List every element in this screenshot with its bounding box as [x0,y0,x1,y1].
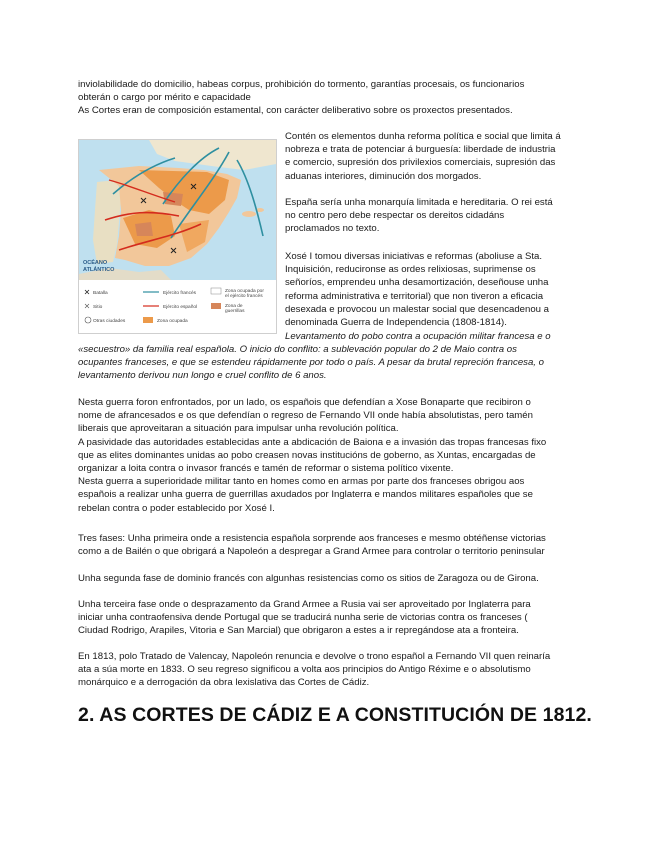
phase-one-paragraph [78,532,582,558]
text-line: inviolabilidade do domicilio, habeas corpus, prohibición do tormento, garantías procesais, os funcionarios [78,79,525,90]
text-line: españois a realizar unha guerra de guerrillas axudados por Inglaterra e mandos militares españoles que se [78,489,533,501]
war-paragraph [78,396,582,515]
text-line: Contén os elementos dunha reforma política e social que limita á [285,131,561,142]
text-line: A pasividade das autoridades establecidas ante a abdicación de Baiona e a invasión das tropas francesas fixo [78,436,547,448]
svg-text:Zona ocupada por: Zona ocupada por [225,289,264,294]
cortes-paragraph: As Cortes eran de composición estamental, con carácter deliberativo sobre os proxectos presentados. [78,105,513,116]
monarchy-paragraph [285,196,582,236]
svg-text:Otras ciudades: Otras ciudades [93,319,126,324]
text-line: Ciudad Rodrigo, Arapiles, Vitoria e San Marcial) que obrigaron a estes a ir repregándose ata a fronteira. [78,625,519,637]
text-line: organizar a loita contra o invasor francés e tamén de reformar o sistema político vixente. [78,463,454,475]
war-map-figure [78,139,277,334]
text-line: e comercio, supresión dos privilexios comerciais, supresión das [285,157,556,169]
text-line: Inquisición, reducironse as ordes relixiosas, suprimense os [285,264,536,276]
text-line: Unha terceira fase onde o desprazamento da Grand Armee a Rusia vai ser aproveitado por Inglaterra para [78,599,531,610]
text-line: obterán o cargo por mérito e capacidade [78,92,251,104]
text-line: que as elites dominantes unidas ao pobo creasen novas institucións de goberno, as Xuntas, encargadas de [78,449,536,461]
text-line: nome de afrancesados e os que defendían o regreso de Fernando VII onde había absolutistas, pero tamén [78,410,533,422]
text-line: Nesta guerra foron enfrontados, por un lado, os españois que defendían a Xose Bonaparte que recibiron o [78,397,531,408]
phase-three-paragraph [78,598,582,638]
svg-text:Ejército español: Ejército español [163,305,198,310]
text-line: proclamados no texto. [285,223,380,235]
text-line: Tres fases: Unha primeira onde a resistencia española sorprende aos franceses e mesmo obtéñense victorias [78,533,546,544]
svg-text:Sitio: Sitio [93,305,103,310]
intro-paragraph [78,78,582,104]
svg-text:Zona ocupada: Zona ocupada [157,319,188,324]
svg-text:el ejército francés: el ejército francés [225,294,263,299]
text-line: nobreza e trata de potenciar á burguesía: liberdade de industria [285,144,556,156]
text-line: iniciar unha contraofensiva dende Portugal que se traducirá nunha serie de victorias contra os franceses ( [78,612,528,624]
text-line: «secuestro» da familia real española. O inicio do conflito: a sublevación popular do 2 de Maio contra os [78,344,517,355]
uprising-paragraph [78,343,582,383]
text-line: denominada Guerra de Independencia (1808-1814). [285,317,507,329]
ending-paragraph [78,650,582,690]
svg-text:guerrillas: guerrillas [225,309,245,314]
map-graphic [79,140,276,333]
text-line: desexada e provocou un malestar social que desencadenou a [285,303,550,315]
text-line: Nesta guerra a superioridade militar tanto en homes como en armas por parte dos franceses obrigou aos [78,476,525,488]
text-line: levantamento derivou nun longo e cruel conflito de 6 anos. [78,370,327,382]
text-line: rebelan contra o poder establecido por Xosé I. [78,502,275,514]
svg-text:Zona de: Zona de [225,304,243,309]
reform-paragraph [285,130,582,183]
svg-text:ATLÁNTICO: ATLÁNTICO [83,267,115,273]
text-line: reforma administrativa e territorial) que non tiveron a eficacia [285,290,544,302]
text-line: como a de Bailén o que obrigará a Napoleón a despregar a Grand Armee para controlar o territorio peninsular [78,546,545,558]
text-line: ocupantes franceses, e que se estendeu rápidamente por todo o país. A pesar da brutal repreción francesa, o [78,357,544,369]
text-line: no centro pero debe respectar os dereitos cidadáns [285,210,505,222]
text-line: En 1813, polo Tratado de Valencay, Napoleón renuncia e devolve o trono español a Fernando VII quen reinaría [78,651,551,662]
text-line: Xosé I tomou diversas iniciativas e reformas (aboliuse a Sta. [285,251,543,262]
svg-text:Batalla: Batalla [93,291,108,296]
svg-text:OCÉANO: OCÉANO [83,260,108,266]
text-line: aduanas interiores, diminución dos morgados. [285,170,482,182]
svg-text:Ejército francés: Ejército francés [163,291,197,296]
text-line: España sería unha monarquía limitada e hereditaria. O rei está [285,197,553,208]
phase-two-paragraph: Unha segunda fase de dominio francés con algunhas resistencias como os sitios de Zaragoza ou de Girona. [78,573,539,584]
text-line: señoríos, emprendeu unha desamortización, deseñouse unha [285,277,549,289]
text-line: ata a súa morte en 1833. O seu regreso significou a volta aos principios do Antigo Réxime e o absolutismo [78,664,531,676]
uprising-heading-line: Levantamento do pobo contra a ocupación militar francesa e o [285,331,551,342]
text-line: liberais que aproveitaran a situación para impulsar unha revolución política. [78,423,399,435]
section-heading: 2. AS CORTES DE CÁDIZ E A CONSTITUCIÓN DE 1812. [78,704,592,726]
jose-reforms-paragraph [285,250,582,329]
text-line: monárquico e a derrogación da obra lexislativa das Cortes de Cádiz. [78,677,370,689]
